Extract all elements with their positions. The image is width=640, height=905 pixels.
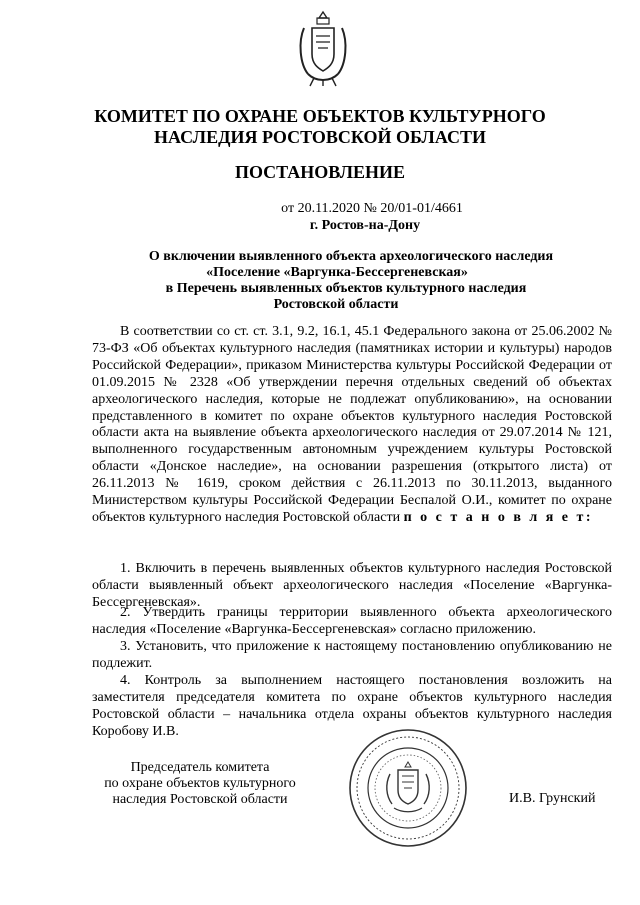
org-name-line1: КОМИТЕТ ПО ОХРАНЕ ОБЪЕКТОВ КУЛЬТУРНОГО [94, 106, 546, 126]
signatory-title-line3: наследия Ростовской области [112, 792, 288, 807]
subject-line4: Ростовской области [273, 297, 399, 312]
document-date-number: от 20.11.2020 № 20/01-01/4661 [281, 201, 463, 216]
item-1: 1. Включить в перечень выявленных объектов культурного наследия Ростовской области выявленный объект археологического наследия «Поселение «Варгунка-Бессергеневская». [92, 561, 612, 610]
subject-line2: «Поселение «Варгунка-Бессергеневская» [206, 265, 468, 280]
seal-icon [346, 726, 470, 850]
document-type: ПОСТАНОВЛЕНИЕ [234, 162, 406, 182]
item-4: 4. Контроль за выполнением настоящего постановления возложить на заместителя председателя комитета по охране объектов культурного наследия Ростовской области – начальника отдела охраны объектов культурного наследия Коробову И.В. [92, 673, 612, 739]
org-name-line2: НАСЛЕДИЯ РОСТОВСКОЙ ОБЛАСТИ [154, 127, 486, 147]
subject-line1: О включении выявленного объекта археологического наследия [148, 249, 554, 264]
resolves-word: п о с т а н о в л я е т: [403, 509, 594, 525]
preamble-text: В соответствии со ст. ст. 3.1, 9.2, 16.1, 45.1 Федерального закона от 25.06.2002 № 73-ФЗ «Об объектах культурного наследия (памятниках истории и культуры) народов Российской Федерации», приказом Министерства культуры Российской Федерации от 01.09.2015 № 2328 «Об утверждении перечня отдельных сведений об объектах археологического наследия, которые не подлежат опубликованию», на основании представленного в комитет по охране объектов культурного наследия Ростовской области акта на выявление объекта археологического наследия от 29.07.2014 № 121, выполненного государственным автономным учреждением культуры Ростовской области «Донское наследие», на основании разрешения (открытого листа) от 26.11.2013 № 1619, сроком действия с 26.11.2013 по 30.11.2013, выданного Министерством культуры Российской Федерации Беспалой О.И., комитет по охране объектов культурного наследия Ростовской области [92, 324, 612, 525]
coat-of-arms-icon [296, 8, 350, 88]
signatory-title-line1: Председатель комитета [130, 760, 270, 775]
item-2: 2. Утвердить границы территории выявленного объекта археологического наследия «Поселение «Варгунка-Бессергеневская» согласно приложению. [92, 605, 612, 637]
signatory-name: И.В. Грунский [509, 791, 596, 806]
subject-line3: в Перечень выявленных объектов культурного наследия [165, 281, 527, 296]
preamble-paragraph [92, 324, 612, 527]
document-city: г. Ростов-на-Дону [309, 218, 421, 233]
item-3: 3. Установить, что приложение к настоящему постановлению опубликованию не подлежит. [92, 639, 612, 671]
signatory-title-line2: по охране объектов культурного [104, 776, 296, 791]
